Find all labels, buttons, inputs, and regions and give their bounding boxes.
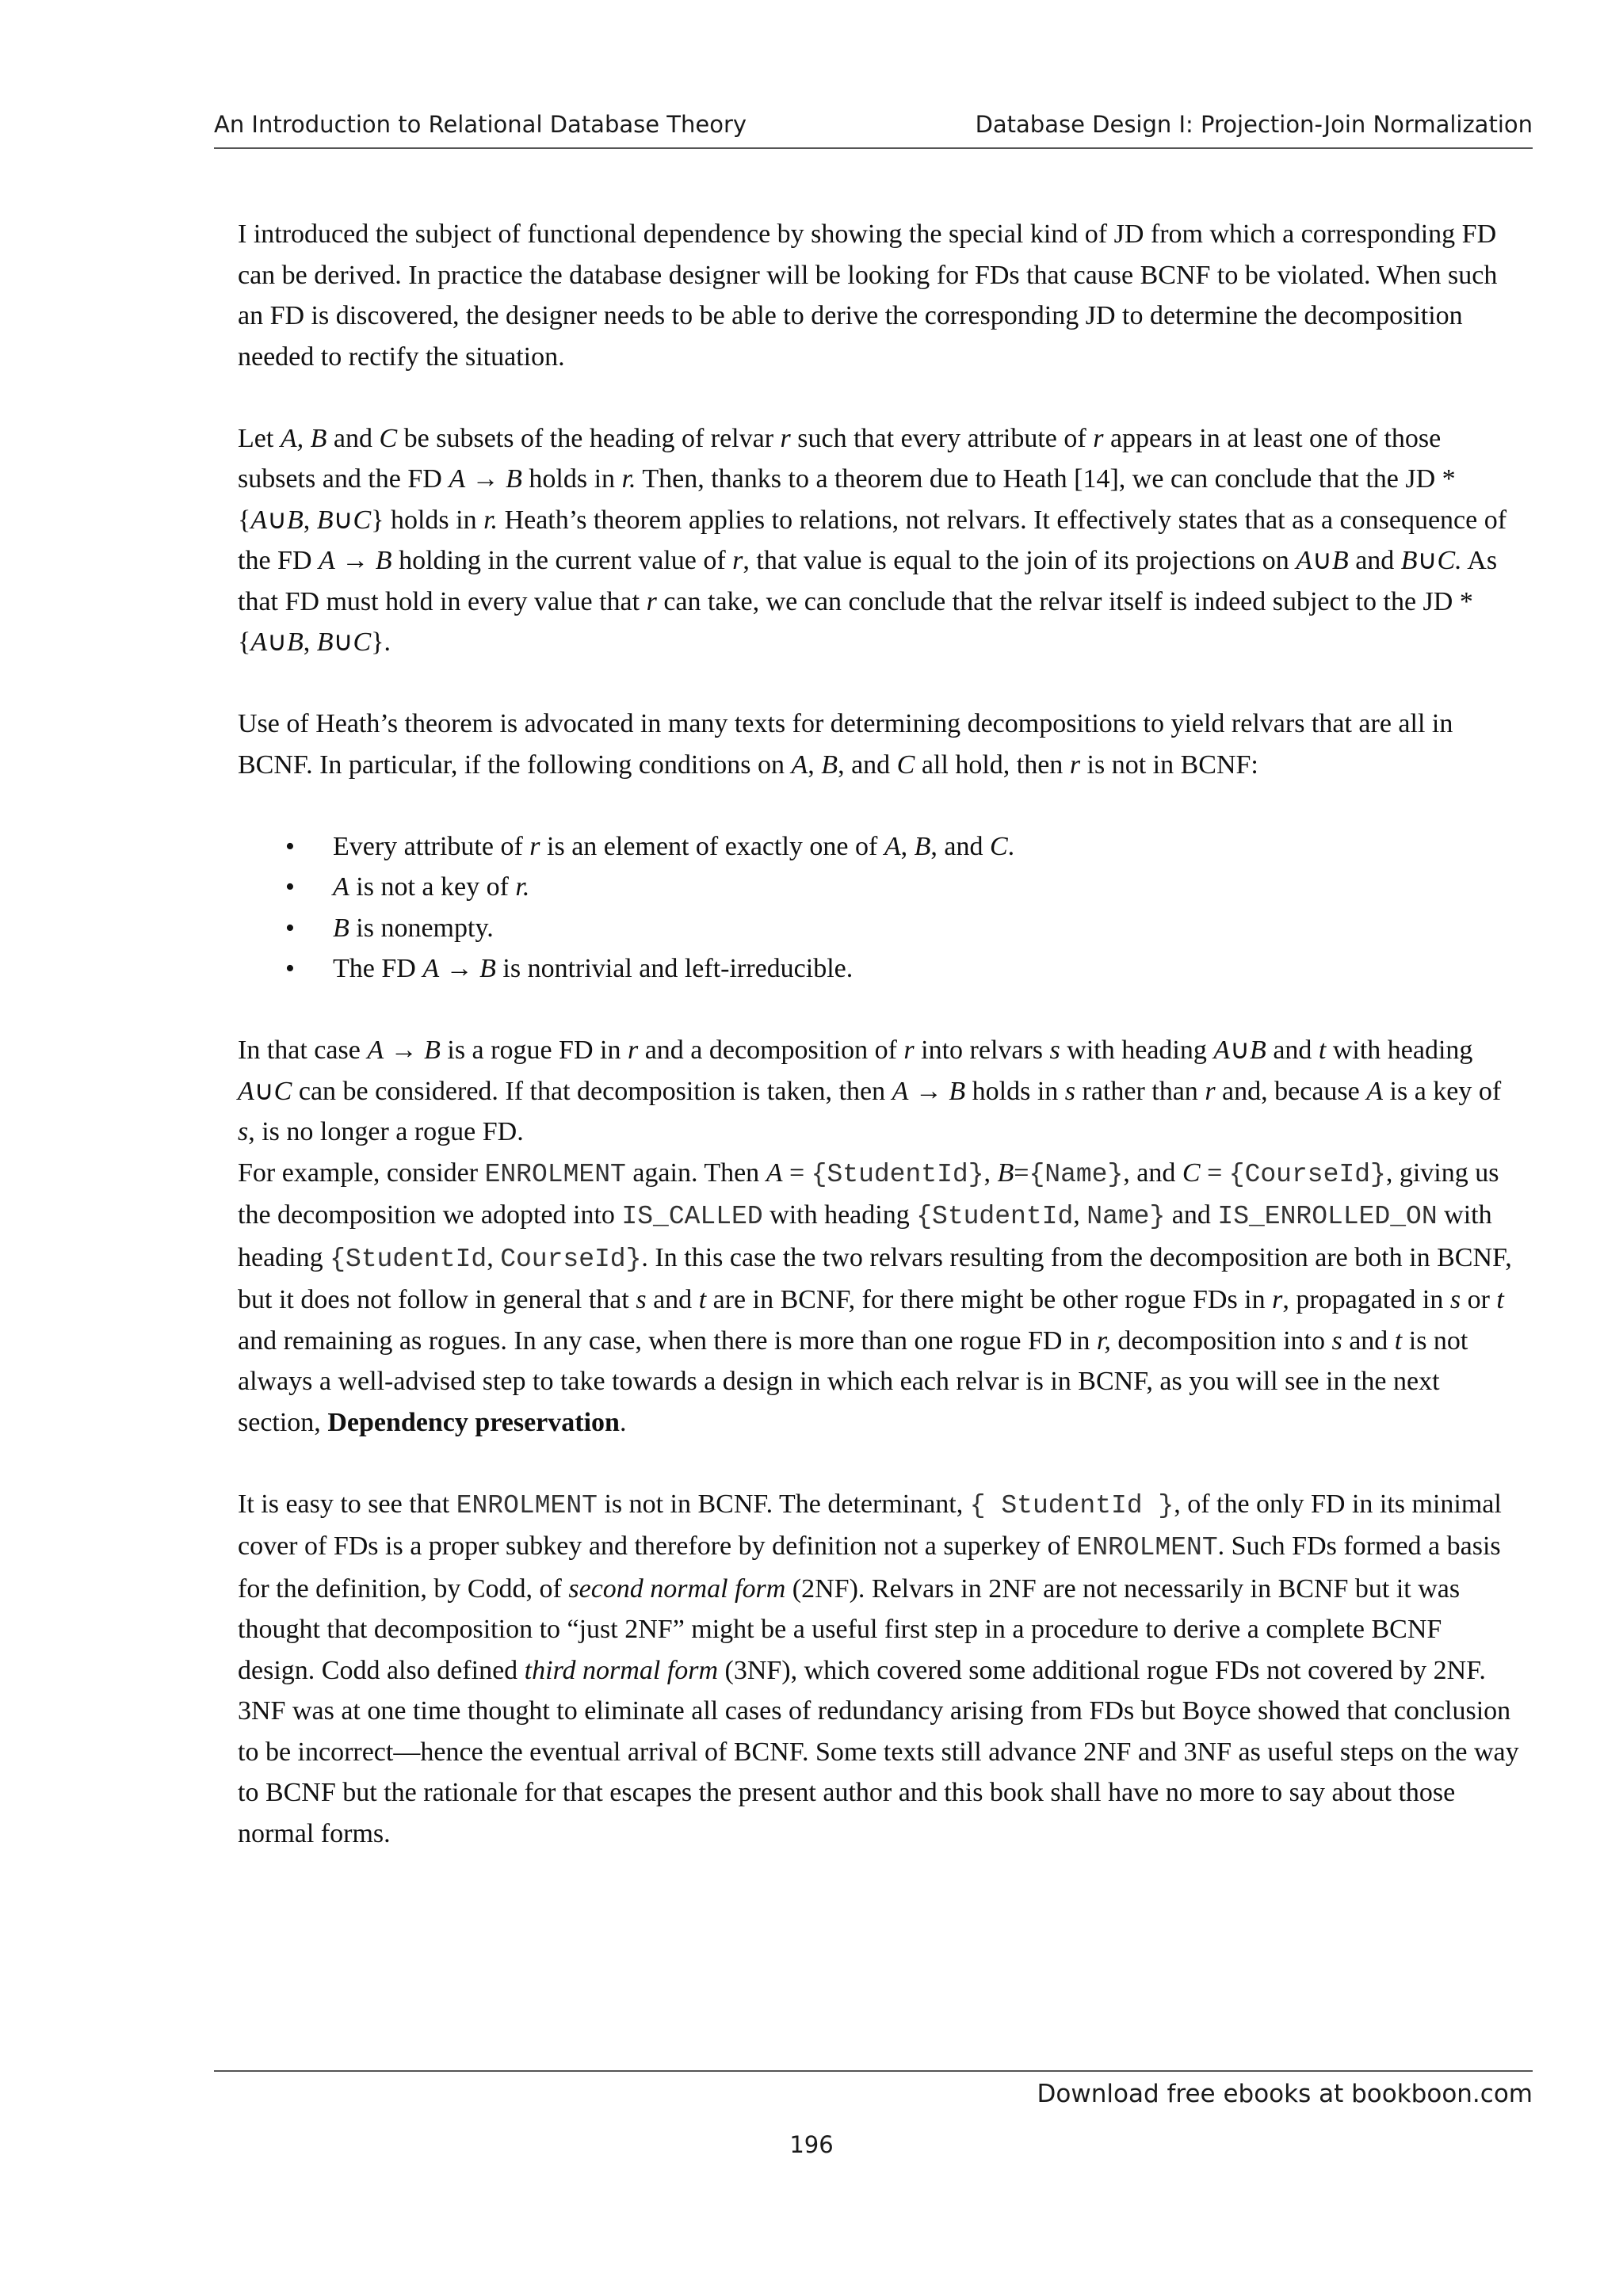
list-item-text: The FD A → B is nontrivial and left-irreducible. bbox=[333, 954, 854, 983]
italic-text: s bbox=[636, 1285, 647, 1314]
code-text: { StudentId } bbox=[969, 1490, 1174, 1520]
conditions-list bbox=[238, 826, 1522, 990]
paragraph: It is easy to see that ENROLMENT is not in BCNF. The determinant, { StudentId }, of the only FD in its minimal cover of FDs is a proper subkey and therefore by definition not a superkey of ENROLMENT. Such FDs formed a basis for the definition, by Codd, of second normal form (2NF). Relvars in 2NF are not necessarily in BCNF but it was thought that decomposition to “just 2NF” might be a useful first step in a procedure to derive a complete BCNF design. Codd also defined third normal form (3NF), which covered some additional rogue FDs not covered by 2NF. 3NF was at one time thought to eliminate all cases of redundancy arising from FDs but Boyce showed that conclusion to be incorrect—hence the eventual arrival of BCNF. Some texts still advance 2NF and 3NF as useful steps on the way to BCNF but the rationale for that escapes the present author and this book shall have no more to say about those normal forms. bbox=[238, 1489, 1519, 1848]
italic-text: A bbox=[333, 872, 349, 902]
italic-text: B bbox=[479, 954, 496, 983]
italic-text: B bbox=[1331, 546, 1349, 575]
italic-text: B bbox=[333, 913, 349, 943]
code-text: ENROLMENT bbox=[484, 1159, 626, 1189]
italic-text: r, bbox=[1096, 1325, 1111, 1356]
list-item bbox=[238, 948, 1522, 990]
italic-text: B bbox=[316, 505, 334, 535]
code-text: ENROLMENT bbox=[1076, 1533, 1218, 1562]
bullet-icon: • bbox=[285, 913, 295, 943]
paragraph: Let A, B and C be subsets of the heading of relvar r such that every attribute of r appears in at least one of those subsets and the FD A → B holds in r. Then, thanks to a theorem due to Heath [14], we can conclude that the JD *{A∪B, B∪C} holds in r. Heath’s theorem applies to relations, not relvars. It effectively states that as a consequence of the FD A → B holding in the current value of r, that value is equal to the join of its projections on A∪B and B∪C. As that FD must hold in every value that r can take, we can conclude that the relvar itself is indeed subject to the JD *{A∪B, B∪C}. bbox=[238, 423, 1507, 657]
italic-text: B bbox=[424, 1035, 441, 1065]
italic-text: r bbox=[780, 423, 791, 453]
italic-text: C bbox=[1182, 1158, 1201, 1188]
italic-text: r bbox=[1205, 1076, 1216, 1106]
italic-text: A bbox=[238, 1076, 254, 1106]
italic-text: r bbox=[627, 1035, 639, 1065]
italic-text: C bbox=[379, 423, 398, 453]
code-text: CourseId} bbox=[500, 1244, 642, 1274]
italic-text: A bbox=[884, 831, 901, 861]
paragraph: Use of Heath’s theorem is advocated in many texts for determining decompositions to yield relvars that are all in BCNF. In particular, if the following conditions on A, B, and C all hold, then r is not in BCNF: bbox=[238, 709, 1453, 780]
code-text: {StudentId} bbox=[811, 1159, 984, 1189]
footer-divider bbox=[214, 2070, 1533, 2072]
italic-text: C bbox=[896, 749, 915, 780]
italic-text: A bbox=[250, 627, 268, 657]
download-link[interactable]: Download free ebooks at bookboon.com bbox=[1037, 2080, 1533, 2108]
italic-text: C bbox=[989, 831, 1008, 861]
list-item-text: B is nonempty. bbox=[333, 913, 494, 943]
italic-text: t bbox=[1496, 1285, 1504, 1314]
code-text: IS_ENROLLED_ON bbox=[1217, 1202, 1438, 1231]
italic-text: r. bbox=[621, 464, 636, 494]
italic-text: B bbox=[1250, 1035, 1266, 1065]
italic-text: B bbox=[949, 1076, 966, 1106]
paragraph: In that case A → B is a rogue FD in r and a decomposition of r into relvars s with heading A∪B and t with heading A∪C can be considered. If that decomposition is taken, then A → B holds in s rather than r and, because A is a key of s, is no longer a rogue FD. For example, consider ENROLMENT again. Then A = {StudentId}, B={Name}, and C = {CourseId}, giving us the decomposition we adopted into IS_CALLED with heading {StudentId, Name} and IS_ENROLLED_ON with heading {StudentId, CourseId}. In this case the two relvars resulting from the decomposition are both in BCNF, but it does not follow in general that s and t are in BCNF, for there might be other rogue FDs in r, propagated in s or t and remaining as rogues. In any case, when there is more than one rogue FD in r, decomposition into s and t is not always a well-advised step to take towards a design in which each relvar is in BCNF, as you will see in the next section, Dependency preservation. bbox=[238, 1035, 1512, 1437]
italic-text: B bbox=[375, 546, 392, 575]
list-item-text: Every attribute of r is an element of exactly one of A, B, and C. bbox=[333, 831, 1015, 861]
italic-text: r bbox=[903, 1035, 915, 1065]
page-body bbox=[238, 214, 1522, 1854]
italic-text: A bbox=[367, 1035, 384, 1065]
italic-text: B bbox=[316, 627, 334, 657]
bold-text: Dependency preservation bbox=[327, 1407, 620, 1437]
code-text: {Name} bbox=[1029, 1159, 1124, 1189]
italic-text: A bbox=[449, 464, 466, 494]
list-item bbox=[238, 867, 1522, 908]
italic-text: r bbox=[1069, 749, 1081, 780]
list-item bbox=[238, 908, 1522, 949]
italic-text: C bbox=[353, 627, 372, 657]
bullet-icon: • bbox=[285, 954, 295, 983]
code-text: {StudentId bbox=[330, 1244, 487, 1274]
italic-text: r bbox=[732, 546, 743, 575]
italic-text: A bbox=[250, 505, 268, 535]
italic-text: third normal form bbox=[524, 1655, 718, 1685]
italic-text: s bbox=[1049, 1035, 1060, 1065]
italic-text: r. bbox=[483, 505, 498, 535]
italic-text: t bbox=[1394, 1325, 1403, 1356]
code-text: ENROLMENT bbox=[456, 1490, 598, 1520]
italic-text: A bbox=[892, 1076, 909, 1106]
italic-text: r bbox=[1272, 1285, 1283, 1314]
book-title: An Introduction to Relational Database Theory bbox=[214, 111, 747, 138]
list-item bbox=[238, 826, 1522, 868]
italic-text: A, B bbox=[280, 423, 327, 453]
italic-text: B bbox=[997, 1158, 1014, 1188]
code-text: Name} bbox=[1086, 1202, 1166, 1231]
italic-text: r. bbox=[515, 872, 530, 902]
italic-text: r bbox=[529, 831, 540, 861]
italic-text: B bbox=[914, 831, 931, 861]
italic-text: t bbox=[1318, 1035, 1327, 1065]
list-item-text: A is not a key of r. bbox=[333, 872, 530, 902]
running-header bbox=[214, 111, 1533, 149]
code-text: {StudentId bbox=[916, 1202, 1074, 1231]
italic-text: s bbox=[1449, 1285, 1461, 1314]
italic-text: A bbox=[422, 954, 440, 983]
italic-text: t bbox=[698, 1285, 707, 1314]
chapter-title: Database Design I: Projection-Join Normalization bbox=[975, 111, 1533, 138]
italic-text: r bbox=[1093, 423, 1104, 453]
italic-text: s bbox=[1331, 1325, 1342, 1356]
italic-text: second normal form bbox=[568, 1573, 786, 1604]
italic-text: C bbox=[353, 505, 372, 535]
italic-text: B bbox=[506, 464, 522, 494]
code-text: {CourseId} bbox=[1228, 1159, 1386, 1189]
italic-text: B bbox=[1400, 546, 1418, 575]
code-text: IS_CALLED bbox=[621, 1202, 763, 1231]
paragraph: I introduced the subject of functional dependence by showing the special kind of JD from which a corresponding FD can be derived. In practice the database designer will be looking for FDs that cause BCNF to be violated. When such an FD is discovered, the designer needs to be able to derive the corresponding JD to determine the decomposition needed to rectify the situation. bbox=[238, 219, 1498, 372]
page-number: 196 bbox=[789, 2131, 834, 2158]
italic-text: A bbox=[766, 1158, 783, 1188]
italic-text: A bbox=[1213, 1035, 1231, 1065]
italic-text: B bbox=[821, 749, 838, 780]
italic-text: A bbox=[319, 546, 335, 575]
italic-text: C bbox=[273, 1076, 292, 1106]
italic-text: A bbox=[1366, 1076, 1384, 1106]
italic-text: A bbox=[1296, 546, 1313, 575]
bullet-icon: • bbox=[285, 831, 295, 861]
italic-text: A bbox=[791, 749, 808, 780]
italic-text: r bbox=[646, 586, 657, 616]
italic-text: B bbox=[287, 627, 304, 657]
italic-text: B bbox=[287, 505, 304, 535]
italic-text: C. bbox=[1437, 546, 1462, 575]
italic-text: s bbox=[238, 1117, 249, 1146]
bullet-icon: • bbox=[285, 872, 295, 902]
italic-text: s bbox=[1064, 1076, 1075, 1106]
